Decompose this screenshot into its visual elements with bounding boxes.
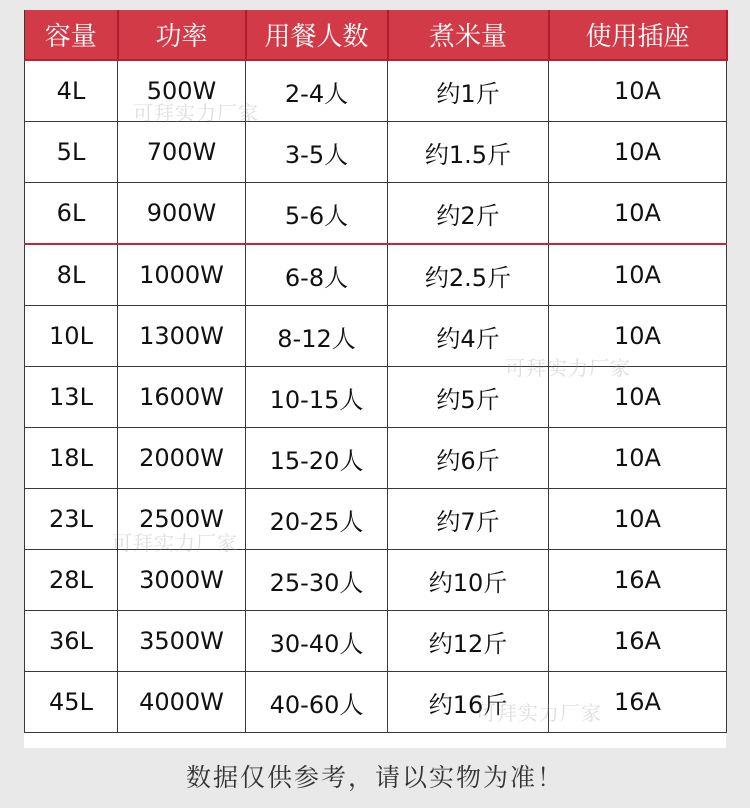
cell-diners: 5-6人	[246, 183, 388, 245]
cell-rice-amount: 约2.5斤	[388, 244, 549, 306]
cell-power: 2500W	[118, 489, 246, 550]
table-header-row	[25, 10, 727, 60]
cell-rice-amount: 约12斤	[388, 611, 549, 672]
table-row	[25, 60, 727, 122]
watermark: 可拜实力厂家	[505, 356, 631, 380]
cell-capacity: 8L	[25, 244, 118, 306]
cell-power: 700W	[118, 122, 246, 183]
table-row	[25, 611, 727, 672]
cell-power: 900W	[118, 183, 246, 245]
header-rice-amount: 煮米量	[388, 10, 549, 60]
cell-rice-amount: 约1斤	[388, 60, 549, 122]
cell-socket: 16A	[549, 672, 727, 733]
cell-diners: 30-40人	[246, 611, 388, 672]
table-row	[25, 672, 727, 733]
cell-capacity: 10L	[25, 306, 118, 367]
cell-socket: 10A	[549, 183, 727, 245]
cell-power: 3000W	[118, 550, 246, 611]
cell-diners: 40-60人	[246, 672, 388, 733]
cell-capacity: 28L	[25, 550, 118, 611]
cell-diners: 10-15人	[246, 367, 388, 428]
cell-diners: 3-5人	[246, 122, 388, 183]
table-row	[25, 122, 727, 183]
cell-capacity: 5L	[25, 122, 118, 183]
cell-capacity: 36L	[25, 611, 118, 672]
cell-power: 1300W	[118, 306, 246, 367]
cell-power: 3500W	[118, 611, 246, 672]
cell-diners: 20-25人	[246, 489, 388, 550]
cell-capacity: 6L	[25, 183, 118, 245]
table-row	[25, 183, 727, 245]
header-power: 功率	[118, 10, 246, 60]
cell-socket: 10A	[549, 244, 727, 306]
cell-diners: 2-4人	[246, 60, 388, 122]
cell-rice-amount: 约5斤	[388, 367, 549, 428]
watermark: 可拜实力厂家	[112, 531, 238, 555]
cell-capacity: 45L	[25, 672, 118, 733]
cell-power: 1000W	[118, 244, 246, 306]
cell-diners: 25-30人	[246, 550, 388, 611]
header-diners: 用餐人数	[246, 10, 388, 60]
cell-socket: 10A	[549, 367, 727, 428]
header-socket: 使用插座	[549, 10, 727, 60]
cell-rice-amount: 约4斤	[388, 306, 549, 367]
cell-rice-amount: 约2斤	[388, 183, 549, 245]
spec-table	[24, 10, 728, 733]
cell-socket: 10A	[549, 122, 727, 183]
cell-capacity: 18L	[25, 428, 118, 489]
cell-socket: 10A	[549, 306, 727, 367]
cell-rice-amount: 约10斤	[388, 550, 549, 611]
cell-socket: 10A	[549, 428, 727, 489]
cell-rice-amount: 约16斤	[388, 672, 549, 733]
table-row	[25, 244, 727, 306]
table-row	[25, 550, 727, 611]
disclaimer-note: 数据仅供参考，请以实物为准！	[185, 763, 564, 792]
table-row	[25, 306, 727, 367]
cell-power: 4000W	[118, 672, 246, 733]
cell-rice-amount: 约7斤	[388, 489, 549, 550]
header-capacity: 容量	[25, 10, 118, 60]
table-row	[25, 428, 727, 489]
cell-power: 1600W	[118, 367, 246, 428]
table-row	[25, 489, 727, 550]
cell-capacity: 23L	[25, 489, 118, 550]
cell-socket: 16A	[549, 550, 727, 611]
cell-rice-amount: 约1.5斤	[388, 122, 549, 183]
cell-socket: 10A	[549, 489, 727, 550]
cell-socket: 16A	[549, 611, 727, 672]
cell-capacity: 4L	[25, 60, 118, 122]
cell-diners: 6-8人	[246, 244, 388, 306]
cell-diners: 8-12人	[246, 306, 388, 367]
watermark: 可拜实力厂家	[133, 101, 259, 125]
cell-rice-amount: 约6斤	[388, 428, 549, 489]
cell-power: 2000W	[118, 428, 246, 489]
cell-capacity: 13L	[25, 367, 118, 428]
cell-socket: 10A	[549, 60, 727, 122]
watermark: 可拜实力厂家	[476, 701, 602, 725]
cell-diners: 15-20人	[246, 428, 388, 489]
spec-sheet	[24, 10, 726, 748]
table-row	[25, 367, 727, 428]
cell-power: 500W	[118, 60, 246, 122]
